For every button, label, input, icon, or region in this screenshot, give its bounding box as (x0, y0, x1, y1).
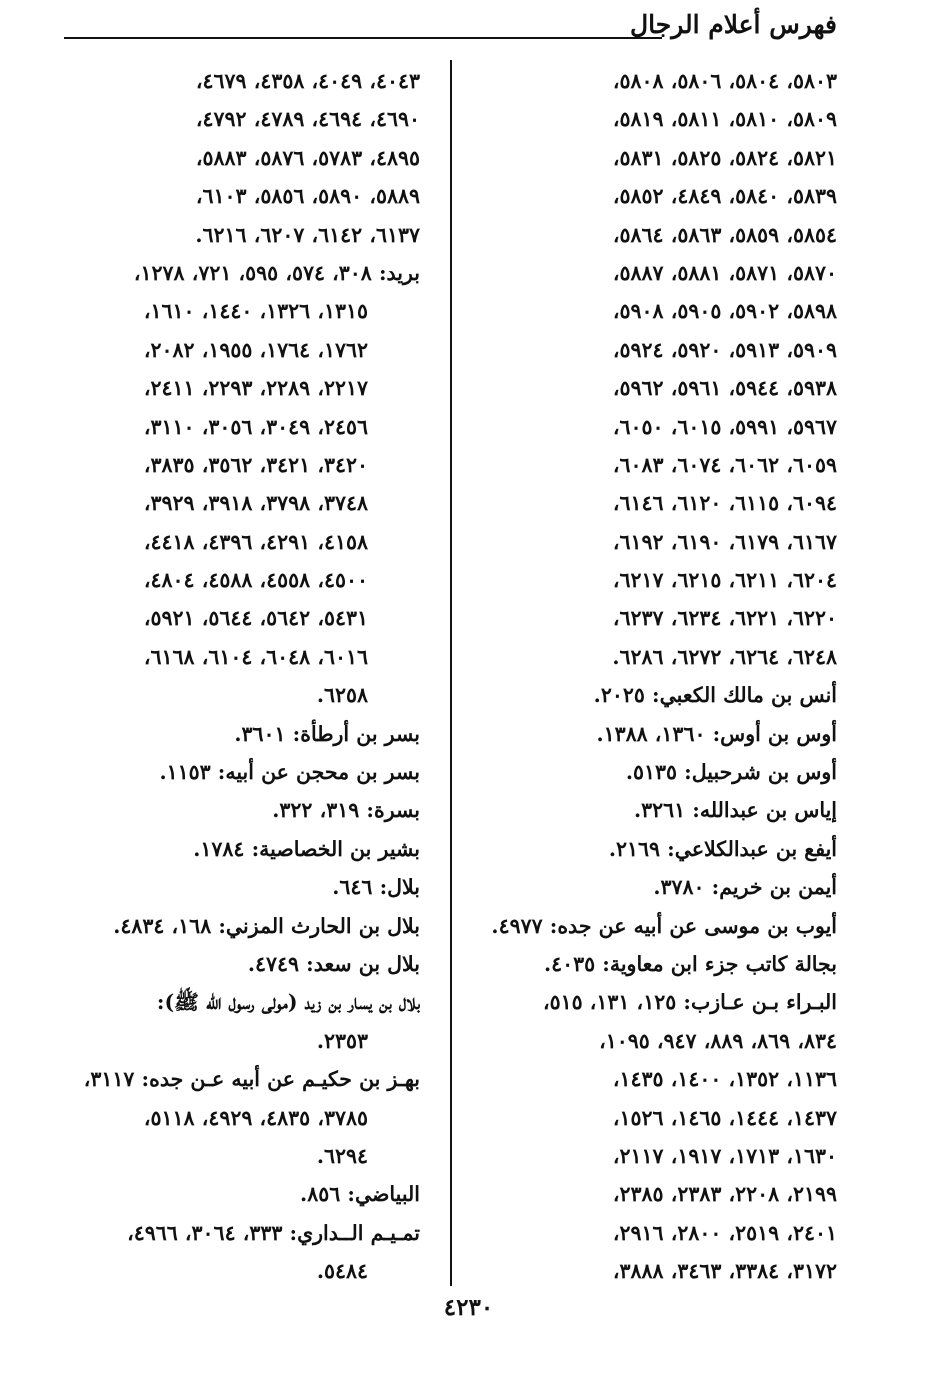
index-entry-line: ٥٨٩٨، ٥٩٠٢، ٥٩٠٥، ٥٩٠٨، (612, 299, 837, 324)
index-entry-line: أوس بن أوس: ١٣٦٠، ١٣٨٨. (596, 721, 837, 746)
index-entry-line: ٣٤٢٠، ٣٤٢١، ٣٥٦٢، ٣٨٣٥، (143, 452, 368, 477)
index-entry-line: أيفع بن عبدالكلاعي: ٢١٦٩. (608, 836, 837, 861)
index-entry-line: بلال بن يسار بن زيد (مولى رسول الله ﷺ): (156, 990, 420, 1015)
index-entry-line: بسر بن أرطأة: ٣٦٠١. (234, 721, 420, 746)
index-entry-line: ٥٤٨٤. (316, 1259, 368, 1284)
index-entry-line: ٦٢٠٤، ٦٢١١، ٦٢١٥، ٦٢١٧، (612, 568, 837, 593)
index-entry-line: ٢٢١٧، ٢٢٨٩، ٢٢٩٣، ٢٤١١، (143, 376, 368, 401)
index-entry-line: ٦٢٥٨. (316, 683, 368, 708)
index-entry-line: أيمن بن خريم: ٣٧٨٠. (653, 875, 837, 900)
index-entry-line: ٥٨٢١، ٥٨٢٤، ٥٨٢٥، ٥٨٣١، (612, 145, 837, 170)
index-entry-line: ٥٩٠٩، ٥٩١٣، ٥٩٢٠، ٥٩٢٤، (612, 337, 837, 362)
index-entry-line: تمـيـم الــداري: ٣٣٣، ٣٠٦٤، ٤٩٦٦، (127, 1220, 420, 1245)
index-entry-line: ٢٣٥٣. (316, 1028, 368, 1053)
index-entry-line: البـراء بـن عـازب: ١٢٥، ١٣١، ٥١٥، (542, 990, 837, 1015)
index-entry-line: ٥٨٧٠، ٥٨٧١، ٥٨٨١، ٥٨٨٧، (612, 260, 837, 285)
index-entry-line: ٤٦٩٠، ٤٦٩٤، ٤٧٨٩، ٤٧٩٢، (195, 107, 420, 132)
index-entry-line: إياس بن عبدالله: ٣٢٦١. (633, 798, 837, 823)
index-entry-line: بسر بن محجن عن أبيه: ١١٥٣. (159, 760, 420, 785)
index-entry-line: ٥٨٣٩، ٥٨٤٠، ٤٨٤٩، ٥٨٥٢، (612, 184, 837, 209)
index-entry-line: ٦٠١٦، ٦٠٤٨، ٦١٠٤، ٦١٦٨، (143, 644, 368, 669)
index-entry-line: ١٦٣٠، ١٧١٣، ١٩١٧، ٢١١٧، (612, 1143, 837, 1168)
index-entry-line: ٤٥٠٠، ٤٥٥٨، ٤٥٨٨، ٤٨٠٤، (143, 568, 368, 593)
index-entry-line: ٦٢٩٤. (316, 1143, 368, 1168)
index-column-right (491, 62, 837, 1284)
column-divider (450, 60, 452, 1286)
index-entry-line: ٦١٣٧، ٦١٤٢، ٦٢٠٧، ٦٢١٦. (195, 222, 420, 247)
page-number: ٤٢٣٠ (443, 1294, 494, 1321)
index-entry-line: ٥٤٣١، ٥٦٤٢، ٥٦٤٤، ٥٩٢١، (143, 606, 368, 631)
index-entry-line: ٣٧٤٨، ٣٧٩٨، ٣٩١٨، ٣٩٢٩، (143, 491, 368, 516)
index-entry-line: ٢٤٥٦، ٣٠٤٩، ٣٠٥٦، ٣١١٠، (143, 414, 368, 439)
index-entry-line: ٦١٦٧، ٦١٧٩، ٦١٩٠، ٦١٩٢، (612, 529, 837, 554)
index-entry-line: بريد: ٣٠٨، ٥٧٤، ٥٩٥، ٧٢١، ١٢٧٨، (133, 260, 420, 285)
index-entry-line: ٥٨٠٩، ٥٨١٠، ٥٨١١، ٥٨١٩، (612, 107, 837, 132)
index-entry-line: ٥٩٣٨، ٥٩٤٤، ٥٩٦١، ٥٩٦٢، (612, 376, 837, 401)
index-entry-line: أيوب بن موسى عن أبيه عن جده: ٤٩٧٧. (491, 913, 837, 938)
index-entry-line: ١٤٣٧، ١٤٤٤، ١٤٦٥، ١٥٢٦، (612, 1105, 837, 1130)
index-entry-line: أنس بن مالك الكعبي: ٢٠٢٥. (593, 683, 837, 708)
running-header-title: فهرس أعلام الرجال (629, 10, 837, 39)
index-entry-line: ٨٣٤، ٨٦٩، ٨٨٩، ٩٤٧، ١٠٩٥، (599, 1028, 837, 1053)
index-entry-line: ٤٨٩٥، ٥٧٨٣، ٥٨٧٦، ٥٨٨٣، (195, 145, 420, 170)
index-entry-line: بسرة: ٣١٩، ٣٢٢. (272, 798, 420, 823)
index-entry-line: ٦٠٥٩، ٦٠٦٢، ٦٠٧٤، ٦٠٨٣، (612, 452, 837, 477)
index-entry-line: ٤٠٤٣، ٤٠٤٩، ٤٣٥٨، ٤٦٧٩، (195, 69, 420, 93)
index-entry-line: ٥٩٦٧، ٥٩٩١، ٦٠١٥، ٦٠٥٠، (612, 414, 837, 439)
index-entry-line: ٤١٥٨، ٤٢٩١، ٤٣٩٦، ٤٤١٨، (143, 529, 368, 554)
index-entry-line: ١٧٦٢، ١٧٦٤، ١٩٥٥، ٢٠٨٢، (143, 337, 368, 362)
index-entry-line: ١٣١٥، ١٣٢٦، ١٤٤٠، ١٦١٠، (143, 299, 368, 324)
index-entry-line: بشير بن الخصاصية: ١٧٨٤. (193, 836, 420, 861)
index-entry-line: البياضي: ٨٥٦. (300, 1182, 420, 1207)
index-entry-line: ٣١٧٢، ٣٣٨٤، ٣٤٦٣، ٣٨٨٨، (612, 1259, 837, 1284)
index-entry-line: بلال بن سعد: ٤٧٤٩. (247, 951, 420, 976)
index-entry-line: ٥٨٨٩، ٥٨٩٠، ٥٨٥٦، ٦١٠٣، (195, 184, 420, 209)
index-entry-line: ٢٤٠١، ٢٥١٩، ٢٨٠٠، ٢٩١٦، (612, 1220, 837, 1245)
index-entry-line: ٦٠٩٤، ٦١١٥، ٦١٢٠، ٦١٤٦، (612, 491, 837, 516)
index-entry-line: بلال بن الحارث المزني: ١٦٨، ٤٨٣٤. (113, 913, 420, 938)
index-entry-line: ٥٨٠٣، ٥٨٠٤، ٥٨٠٦، ٥٨٠٨، (612, 69, 837, 93)
index-entry-line: ٦٢٤٨، ٦٢٦٤، ٦٢٧٢، ٦٢٨٦. (612, 644, 837, 669)
index-entry-line: ٣٧٨٥، ٤٨٣٥، ٤٩٢٩، ٥١١٨، (143, 1105, 368, 1130)
index-entry-line: أوس بن شرحبيل: ٥١٣٥. (625, 760, 837, 785)
index-entry-line: ٥٨٥٤، ٥٨٥٩، ٥٨٦٣، ٥٨٦٤، (612, 222, 837, 247)
index-entry-line: ٦٢٢٠، ٦٢٢١، ٦٢٣٤، ٦٢٣٧، (612, 606, 837, 631)
header-rule (64, 37, 662, 39)
index-entry-line: بهـز بن حكيـم عن أبيه عـن جده: ٣١١٧، (83, 1067, 420, 1092)
index-entry-line: بلال: ٦٤٦. (332, 875, 420, 900)
index-column-left (62, 62, 420, 1284)
index-entry-line: ١١٣٦، ١٣٥٢، ١٤٠٠، ١٤٣٥، (612, 1067, 837, 1092)
index-entry-line: ٢١٩٩، ٢٢٠٨، ٢٣٨٣، ٢٣٨٥، (612, 1182, 837, 1207)
index-entry-line: بجالة كاتب جزء ابن معاوية: ٤٠٣٥. (543, 951, 837, 976)
